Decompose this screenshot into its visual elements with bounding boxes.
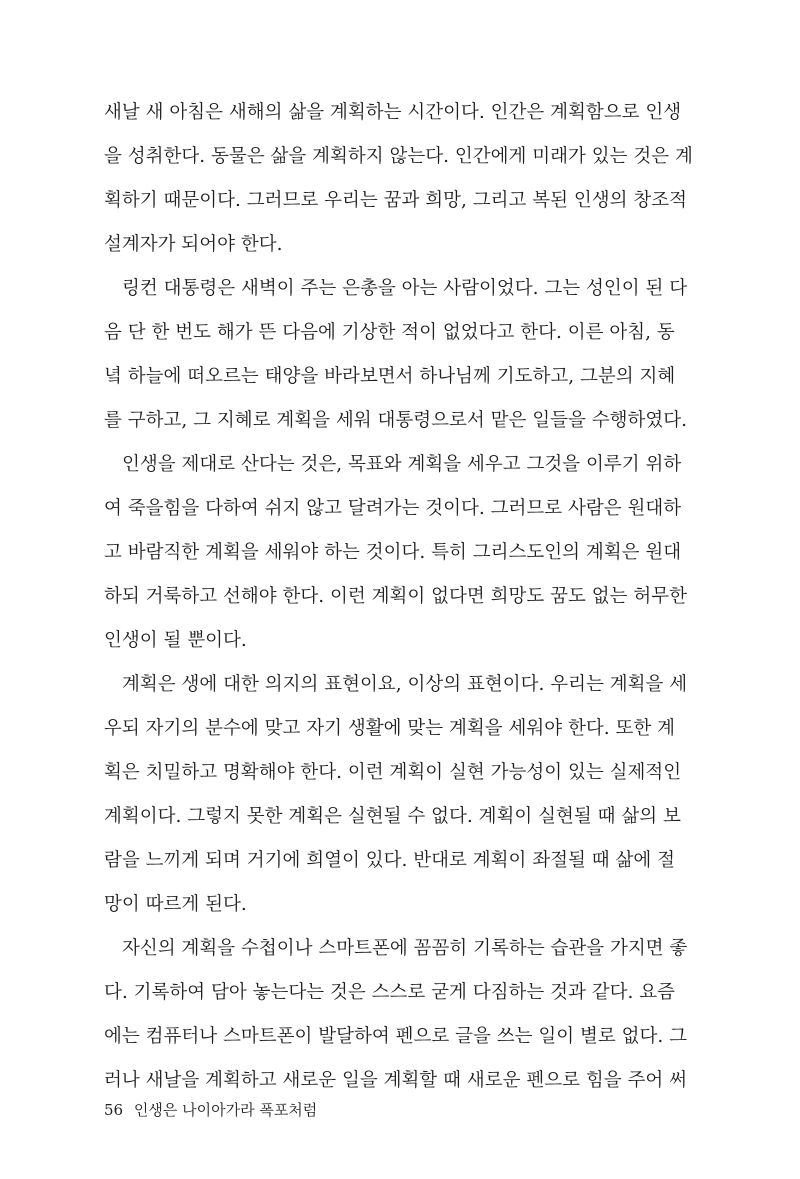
body-text bbox=[104, 91, 693, 1103]
text-line: 에는 컴퓨터나 스마트폰이 발달하여 펜으로 글을 쓰는 일이 별로 없다. 그 bbox=[104, 1026, 687, 1047]
text-line: 자신의 계획을 수첩이나 스마트폰에 꼼꼼히 기록하는 습관을 가지면 좋 bbox=[122, 938, 688, 959]
text-line: 설계자가 되어야 한다. bbox=[104, 234, 283, 255]
text-line: 람을 느끼게 되며 거기에 희열이 있다. 반대로 계획이 좌절될 때 삶에 절 bbox=[104, 850, 675, 871]
text-line: 를 구하고, 그 지혜로 계획을 세워 대통령으로서 맡은 일들을 수행하였다. bbox=[104, 410, 687, 431]
text-line: 획하기 때문이다. 그러므로 우리는 꿈과 희망, 그리고 복된 인생의 창조적 bbox=[104, 190, 687, 211]
text-line: 고 바람직한 계획을 세워야 하는 것이다. 특히 그리스도인의 계획은 원대 bbox=[104, 542, 682, 563]
text-line: 새날 새 아침은 새해의 삶을 계획하는 시간이다. 인간은 계획함으로 인생 bbox=[104, 102, 682, 123]
running-title: 인생은 나이아가라 폭포처럼 bbox=[133, 1101, 318, 1119]
text-line: 다. 기록하여 담아 놓는다는 것은 스스로 굳게 다짐하는 것과 같다. 요즘 bbox=[104, 982, 675, 1003]
text-line: 인생이 될 뿐이다. bbox=[104, 630, 247, 651]
text-line: 녘 하늘에 떠오르는 태양을 바라보면서 하나님께 기도하고, 그분의 지혜 bbox=[104, 366, 676, 387]
text-line: 망이 따르게 된다. bbox=[104, 894, 247, 915]
text-line: 우되 자기의 분수에 맞고 자기 생활에 맞는 계획을 세워야 한다. 또한 계 bbox=[104, 718, 675, 739]
text-line: 음 단 한 번도 해가 뜬 다음에 기상한 적이 없었다고 한다. 이른 아침, 동 bbox=[104, 322, 675, 343]
text-line: 러나 새날을 계획하고 새로운 일을 계획할 때 새로운 펜으로 힘을 주어 써 bbox=[104, 1070, 687, 1091]
text-line: 인생을 제대로 산다는 것은, 목표와 계획을 세우고 그것을 이루기 위하 bbox=[122, 454, 682, 475]
text-line: 을 성취한다. 동물은 삶을 계획하지 않는다. 인간에게 미래가 있는 것은 계 bbox=[104, 146, 693, 167]
page-number: 56 bbox=[104, 1101, 124, 1119]
page-footer bbox=[104, 1096, 317, 1124]
text-line: 계획이다. 그렇지 못한 계획은 실현될 수 없다. 계획이 실현될 때 삶의 보 bbox=[104, 806, 681, 827]
text-line: 하되 거룩하고 선해야 한다. 이런 계획이 없다면 희망도 꿈도 없는 허무한 bbox=[104, 586, 687, 607]
text-line: 여 죽을힘을 다하여 쉬지 않고 달려가는 것이다. 그러므로 사람은 원대하 bbox=[104, 498, 682, 519]
text-line: 계획은 생에 대한 의지의 표현이요, 이상의 표현이다. 우리는 계획을 세 bbox=[122, 674, 688, 695]
text-line: 링컨 대통령은 새벽이 주는 은총을 아는 사람이었다. 그는 성인이 된 다 bbox=[122, 278, 688, 299]
text-line: 획은 치밀하고 명확해야 한다. 이런 계획이 실현 가능성이 있는 실제적인 bbox=[104, 762, 682, 783]
